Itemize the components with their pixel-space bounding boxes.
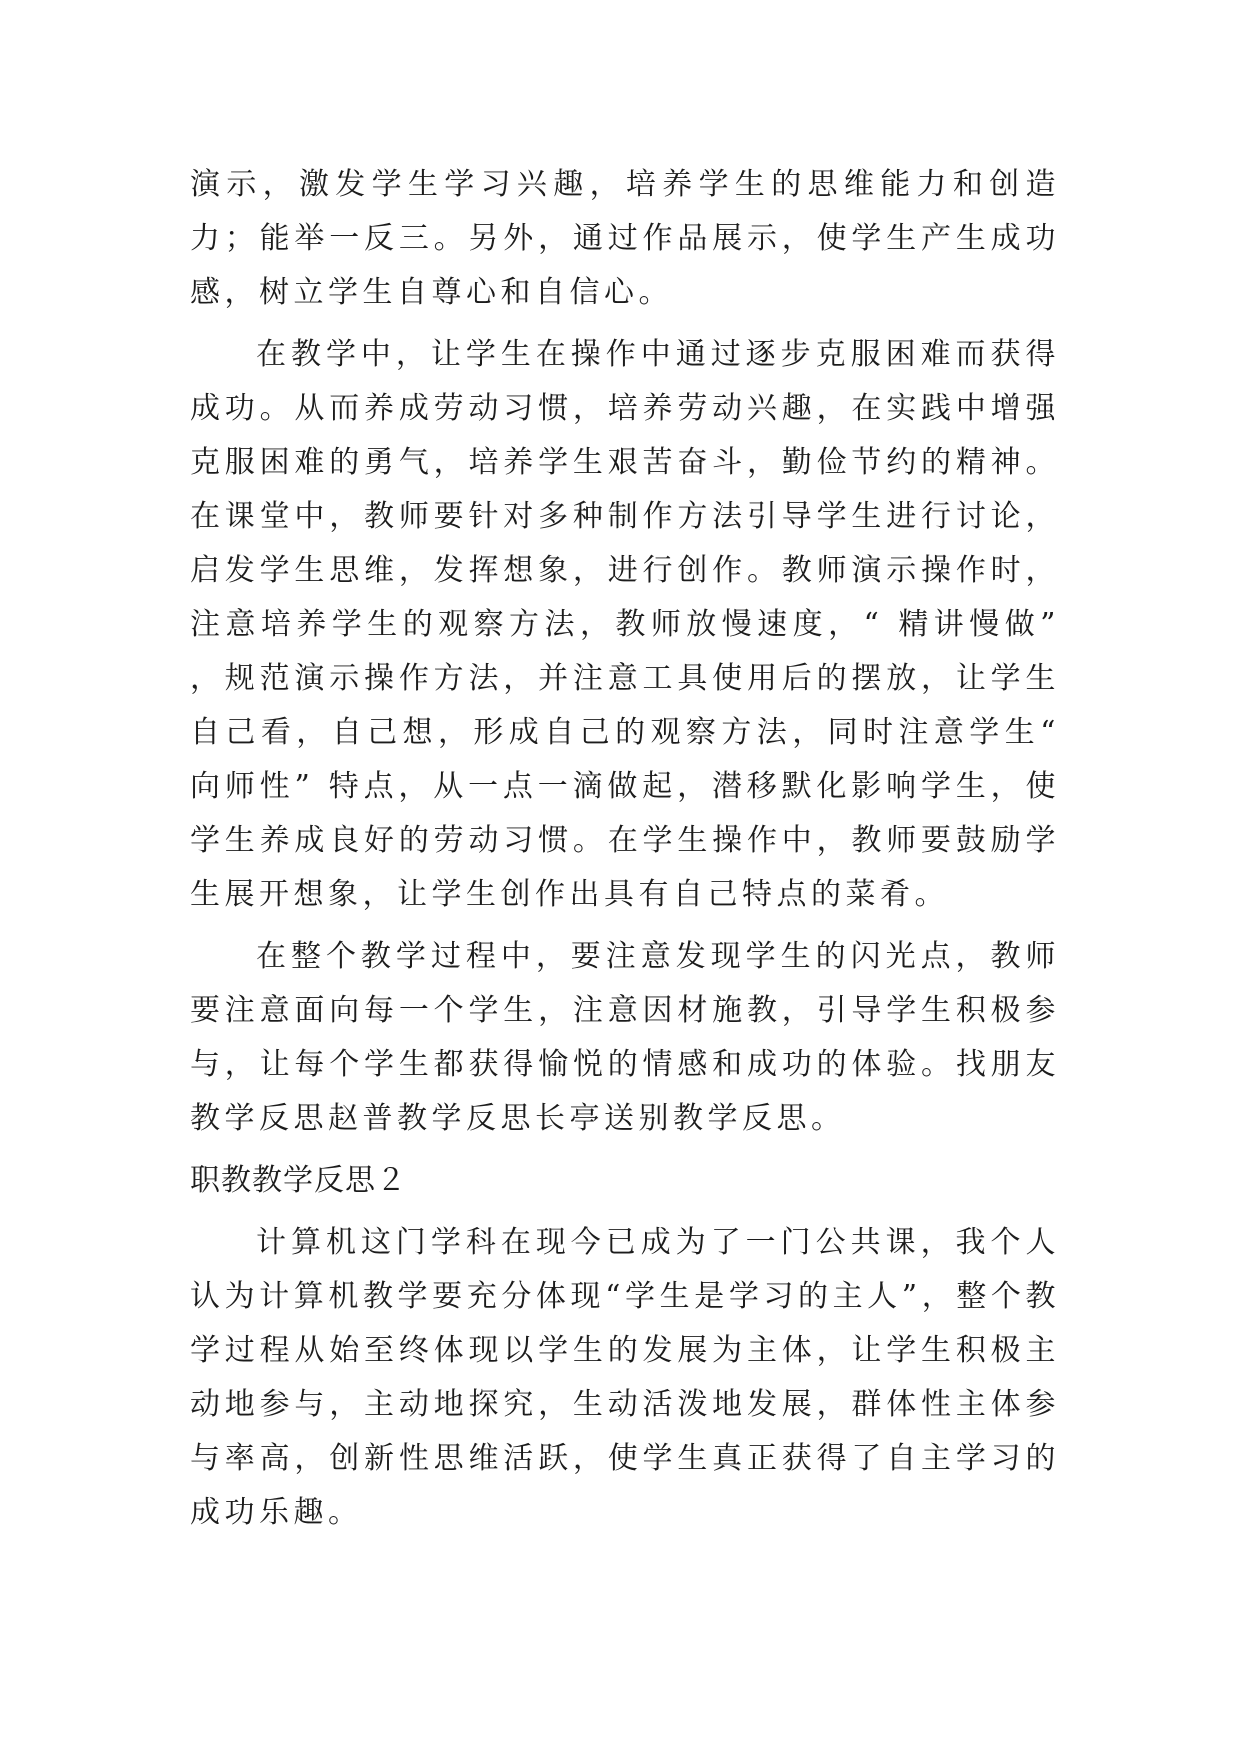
paragraph-computer-teaching: 计算机这门学科在现今已成为了一门公共课，我个人认为计算机教学要充分体现“学生是学习的主人”，整个教学过程从始至终体现以学生的发展为主体，让学生积极主动地参与，主动地探究，生动活泼地发展，群体性主体参与率高，创新性思维活跃，使学生真正获得了自主学习的成功乐趣。	[190, 1225, 1060, 1530]
paragraph-teaching-practice: 在教学中，让学生在操作中通过逐步克服困难而获得成功。从而养成劳动习惯，培养劳动兴趣，在实践中增强克服困难的勇气，培养学生艰苦奋斗，勤俭节约的精神。在课堂中，教师要针对多种制作方法引导学生进行讨论，启发学生思维，发挥想象，进行创作。教师演示操作时，注意培养学生的观察方法，教师放慢速度，“ 精讲慢做” ，规范演示操作方法，并注意工具使用后的摆放，让学生自己看，自己想，形成自己的观察方法，同时注意学生“ 向师性” 特点，从一点一滴做起，潜移默化影响学生，使学生养成良好的劳动习惯。在学生操作中，教师要鼓励学生展开想象，让学生创作出具有自己特点的菜肴。	[190, 337, 1060, 912]
section-heading: 职教教学反思２	[190, 1163, 407, 1198]
paragraph-teaching-process: 在整个教学过程中，要注意发现学生的闪光点，教师要注意面向每一个学生，注意因材施教，引导学生积极参与，让每个学生都获得愉悦的情感和成功的体验。找朋友教学反思赵普教学反思长亭送别教学反思。	[190, 939, 1060, 1136]
paragraph-continued: 演示，激发学生学习兴趣，培养学生的思维能力和创造力；能举一反三。另外，通过作品展示，使学生产生成功感，树立学生自尊心和自信心。	[190, 167, 1060, 310]
document-body	[190, 158, 1060, 1548]
